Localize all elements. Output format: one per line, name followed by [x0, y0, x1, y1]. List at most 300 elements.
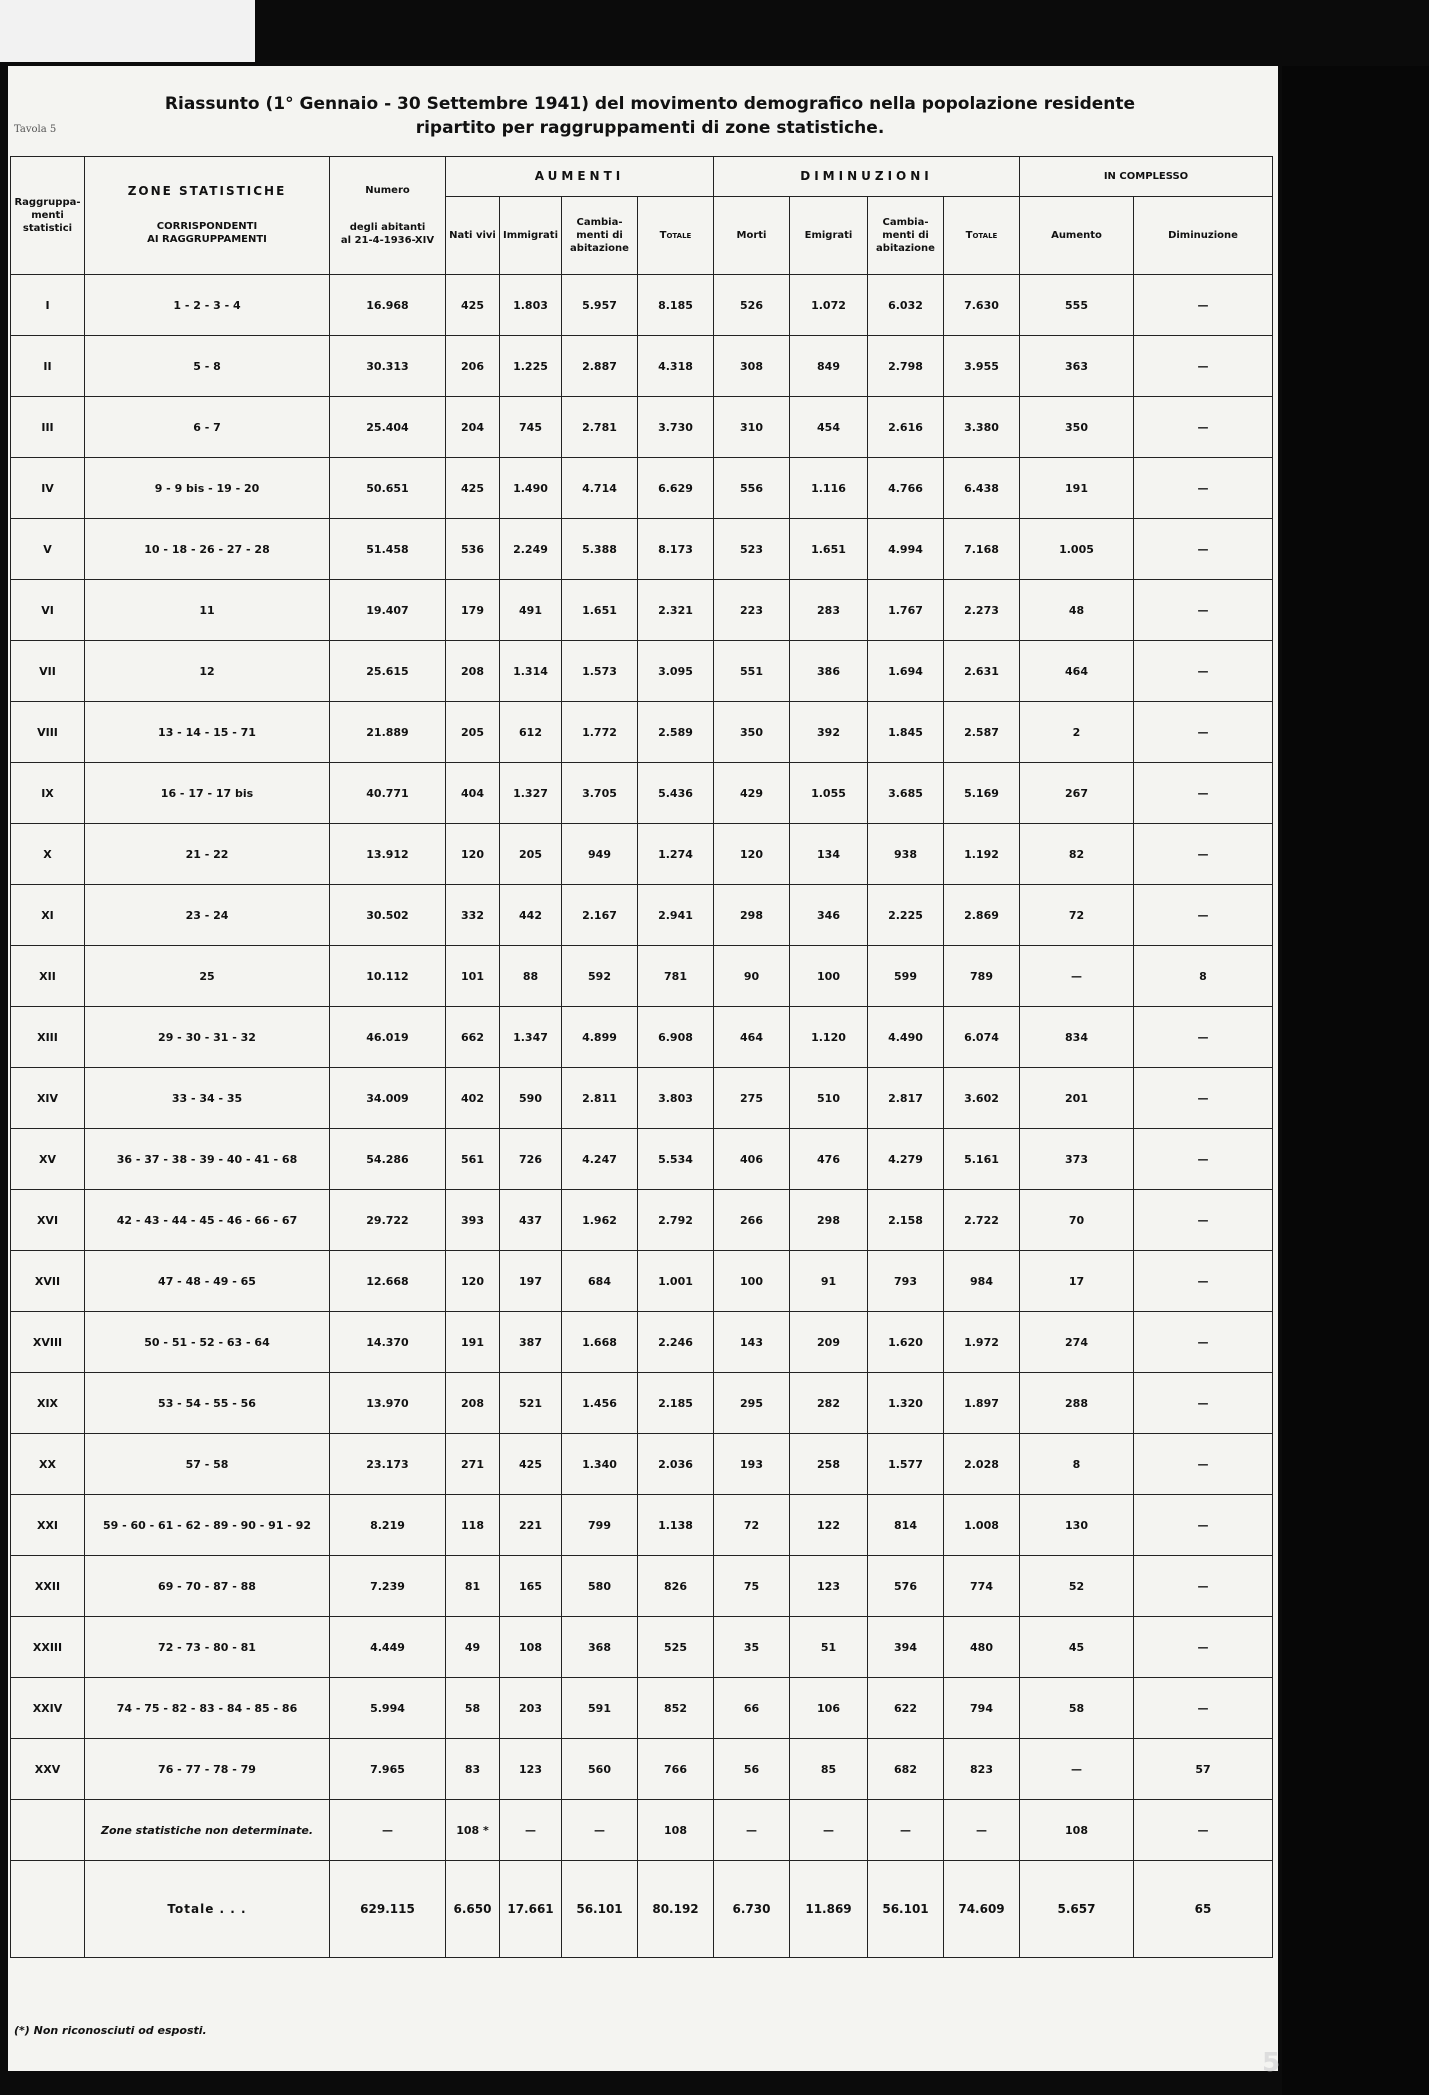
- header-abitanti-line-2: degli abitanti: [349, 222, 426, 233]
- header-diminuzioni: DIMINUZIONI: [714, 157, 1020, 197]
- cell-abitanti: 29.722: [330, 1190, 446, 1251]
- cell-cambiamenti-diminuzioni: 1.577: [868, 1434, 944, 1495]
- cell-cambiamenti-aumenti: 1.772: [562, 702, 638, 763]
- cell-immigrati: 165: [500, 1556, 562, 1617]
- table-row: [11, 336, 1273, 397]
- cell-totale-aumenti: 852: [638, 1678, 714, 1739]
- cell-emigrati: 258: [790, 1434, 868, 1495]
- cell-nati-vivi: 191: [446, 1312, 500, 1373]
- cell-totale-aumenti: 3.095: [638, 641, 714, 702]
- cell-immigrati: 387: [500, 1312, 562, 1373]
- cell-diminuzione: 57: [1134, 1739, 1273, 1800]
- cell-abitanti: 25.615: [330, 641, 446, 702]
- cell-cambiamenti-diminuzioni: 2.616: [868, 397, 944, 458]
- cell-zones: 23 - 24: [85, 885, 330, 946]
- cell-group: VIII: [11, 702, 85, 763]
- cell-totale-diminuzioni: 3.380: [944, 397, 1020, 458]
- cell-aumento: 108: [1020, 1800, 1134, 1861]
- cell-unknown-label: Zone statistiche non determinate.: [85, 1800, 330, 1861]
- cell-nati-vivi: 662: [446, 1007, 500, 1068]
- cell-abitanti: 46.019: [330, 1007, 446, 1068]
- cell-morti-total: 6.730: [714, 1861, 790, 1958]
- header-morti: Morti: [714, 197, 790, 275]
- cell-morti: 308: [714, 336, 790, 397]
- header-zone-line-2: CORRISPONDENTI: [156, 221, 258, 232]
- cell-totale-diminuzioni: 2.273: [944, 580, 1020, 641]
- cell-diminuzione: —: [1134, 1678, 1273, 1739]
- cell-zones: 25: [85, 946, 330, 1007]
- cell-group: XI: [11, 885, 85, 946]
- cell-cambiamenti-diminuzioni: 4.279: [868, 1129, 944, 1190]
- cell-totale-aumenti: 781: [638, 946, 714, 1007]
- page-number: 5: [1262, 2048, 1281, 2078]
- header-aumento: Aumento: [1020, 197, 1134, 275]
- cell-abitanti-total: 629.115: [330, 1861, 446, 1958]
- cell-group: XVII: [11, 1251, 85, 1312]
- cell-abitanti: —: [330, 1800, 446, 1861]
- cell-morti: 266: [714, 1190, 790, 1251]
- cell-morti: 406: [714, 1129, 790, 1190]
- cell-cambiamenti-aumenti-total: 56.101: [562, 1861, 638, 1958]
- table-body: [11, 275, 1273, 1958]
- table-row: [11, 1312, 1273, 1373]
- cell-totale-aumenti: 6.908: [638, 1007, 714, 1068]
- table-row: [11, 641, 1273, 702]
- footnote: (*) Non riconosciuti od esposti.: [14, 2024, 207, 2037]
- cell-aumento: 58: [1020, 1678, 1134, 1739]
- table-row: [11, 458, 1273, 519]
- cell-abitanti: 4.449: [330, 1617, 446, 1678]
- cell-cambiamenti-diminuzioni: 6.032: [868, 275, 944, 336]
- cell-morti: 90: [714, 946, 790, 1007]
- cell-totale-diminuzioni: 823: [944, 1739, 1020, 1800]
- cell-immigrati: 203: [500, 1678, 562, 1739]
- table-row: [11, 519, 1273, 580]
- table-label: Tavola 5: [14, 124, 57, 135]
- cell-cambiamenti-diminuzioni: 938: [868, 824, 944, 885]
- cell-totale-aumenti: 1.001: [638, 1251, 714, 1312]
- cell-cambiamenti-aumenti: 799: [562, 1495, 638, 1556]
- cell-nati-vivi: 179: [446, 580, 500, 641]
- cell-cambiamenti-diminuzioni: 4.766: [868, 458, 944, 519]
- cell-cambiamenti-aumenti: 3.705: [562, 763, 638, 824]
- cell-diminuzione: —: [1134, 397, 1273, 458]
- cell-totale-diminuzioni: 6.438: [944, 458, 1020, 519]
- cell-nati-vivi: 425: [446, 275, 500, 336]
- cell-totale-diminuzioni: 480: [944, 1617, 1020, 1678]
- cell-zones: 53 - 54 - 55 - 56: [85, 1373, 330, 1434]
- cell-cambiamenti-diminuzioni: 814: [868, 1495, 944, 1556]
- cell-abitanti: 5.994: [330, 1678, 446, 1739]
- cell-totale-diminuzioni: 774: [944, 1556, 1020, 1617]
- header-cambiamenti-aumenti: Cambia- menti di abitazione: [562, 197, 638, 275]
- cell-cambiamenti-diminuzioni: 2.225: [868, 885, 944, 946]
- cell-totale-diminuzioni: 6.074: [944, 1007, 1020, 1068]
- cell-nati-vivi: 49: [446, 1617, 500, 1678]
- cell-totale-aumenti: 5.436: [638, 763, 714, 824]
- row-totale: [11, 1861, 1273, 1958]
- cell-immigrati: 205: [500, 824, 562, 885]
- cell-emigrati: —: [790, 1800, 868, 1861]
- demographic-table: [10, 156, 1273, 1958]
- cell-abitanti: 13.912: [330, 824, 446, 885]
- cell-cambiamenti-diminuzioni: 793: [868, 1251, 944, 1312]
- cell-morti: 100: [714, 1251, 790, 1312]
- cell-emigrati: 454: [790, 397, 868, 458]
- cell-cambiamenti-aumenti: 368: [562, 1617, 638, 1678]
- cell-aumento: 464: [1020, 641, 1134, 702]
- cell-totale-aumenti: 2.321: [638, 580, 714, 641]
- cell-aumento: 82: [1020, 824, 1134, 885]
- cell-abitanti: 8.219: [330, 1495, 446, 1556]
- cell-emigrati: 282: [790, 1373, 868, 1434]
- cell-zones: 76 - 77 - 78 - 79: [85, 1739, 330, 1800]
- cell-aumento: 45: [1020, 1617, 1134, 1678]
- cell-cambiamenti-aumenti: 2.811: [562, 1068, 638, 1129]
- cell-nati-vivi: 120: [446, 824, 500, 885]
- cell-aumento: 201: [1020, 1068, 1134, 1129]
- header-abitanti: [330, 157, 446, 275]
- header-totale-aumenti: Totale: [638, 197, 714, 275]
- cell-abitanti: 7.239: [330, 1556, 446, 1617]
- cell-zones: 16 - 17 - 17 bis: [85, 763, 330, 824]
- cell-aumento: 555: [1020, 275, 1134, 336]
- cell-totale-diminuzioni: 2.587: [944, 702, 1020, 763]
- cell-nati-vivi: 108 *: [446, 1800, 500, 1861]
- cell-immigrati: 123: [500, 1739, 562, 1800]
- cell-totale-diminuzioni: —: [944, 1800, 1020, 1861]
- cell-nati-vivi: 393: [446, 1190, 500, 1251]
- cell-emigrati: 134: [790, 824, 868, 885]
- title-line-1: Riassunto (1° Gennaio - 30 Settembre 1941) del movimento demografico nella popolazione residente: [164, 94, 1136, 114]
- cell-zones: 6 - 7: [85, 397, 330, 458]
- cell-emigrati: 346: [790, 885, 868, 946]
- cell-aumento: 48: [1020, 580, 1134, 641]
- cell-cambiamenti-aumenti: 560: [562, 1739, 638, 1800]
- cell-diminuzione: —: [1134, 824, 1273, 885]
- cell-totale-diminuzioni: 2.722: [944, 1190, 1020, 1251]
- cell-totale-aumenti: 826: [638, 1556, 714, 1617]
- cell-morti: 223: [714, 580, 790, 641]
- table-row: [11, 275, 1273, 336]
- cell-diminuzione: —: [1134, 1434, 1273, 1495]
- cell-group: X: [11, 824, 85, 885]
- cell-diminuzione: —: [1134, 1556, 1273, 1617]
- header-raggruppamenti: Raggruppa- menti statistici: [11, 157, 85, 275]
- cell-emigrati: 51: [790, 1617, 868, 1678]
- cell-zones: 47 - 48 - 49 - 65: [85, 1251, 330, 1312]
- table-row: [11, 1617, 1273, 1678]
- cell-aumento: 130: [1020, 1495, 1134, 1556]
- cell-abitanti: 51.458: [330, 519, 446, 580]
- cell-zones: 57 - 58: [85, 1434, 330, 1495]
- cell-zones: 42 - 43 - 44 - 45 - 46 - 66 - 67: [85, 1190, 330, 1251]
- cell-abitanti: 25.404: [330, 397, 446, 458]
- cell-abitanti: 30.313: [330, 336, 446, 397]
- table-row: [11, 580, 1273, 641]
- cell-immigrati: 1.314: [500, 641, 562, 702]
- table-row: [11, 824, 1273, 885]
- cell-emigrati: 122: [790, 1495, 868, 1556]
- cell-emigrati: 1.072: [790, 275, 868, 336]
- cell-cambiamenti-diminuzioni: 1.620: [868, 1312, 944, 1373]
- cell-nati-vivi: 425: [446, 458, 500, 519]
- cell-morti: 526: [714, 275, 790, 336]
- header-emigrati: Emigrati: [790, 197, 868, 275]
- cell-abitanti: 13.970: [330, 1373, 446, 1434]
- cell-group-empty: [11, 1800, 85, 1861]
- cell-aumento: 274: [1020, 1312, 1134, 1373]
- cell-immigrati: 442: [500, 885, 562, 946]
- cell-totale-aumenti: 525: [638, 1617, 714, 1678]
- cell-morti: 143: [714, 1312, 790, 1373]
- cell-immigrati: 437: [500, 1190, 562, 1251]
- cell-group: XII: [11, 946, 85, 1007]
- header-zone-line-1: ZONE STATISTICHE: [127, 184, 287, 198]
- cell-immigrati: 108: [500, 1617, 562, 1678]
- cell-totale-diminuzioni: 5.161: [944, 1129, 1020, 1190]
- cell-aumento: 267: [1020, 763, 1134, 824]
- cell-cambiamenti-aumenti: 1.651: [562, 580, 638, 641]
- cell-cambiamenti-diminuzioni: 4.490: [868, 1007, 944, 1068]
- cell-group: III: [11, 397, 85, 458]
- cell-totale-diminuzioni: 2.631: [944, 641, 1020, 702]
- cell-morti: 523: [714, 519, 790, 580]
- cell-cambiamenti-aumenti: 1.456: [562, 1373, 638, 1434]
- cell-immigrati: 1.327: [500, 763, 562, 824]
- header-zone-line-3: AI RAGGRUPPAMENTI: [147, 234, 267, 245]
- cell-cambiamenti-diminuzioni: 2.798: [868, 336, 944, 397]
- cell-group: XXIV: [11, 1678, 85, 1739]
- cell-totale-diminuzioni-total: 74.609: [944, 1861, 1020, 1958]
- cell-abitanti: 40.771: [330, 763, 446, 824]
- table-row: [11, 1129, 1273, 1190]
- cell-morti: 75: [714, 1556, 790, 1617]
- cell-total-label: Totale . . .: [85, 1861, 330, 1958]
- table-row: [11, 702, 1273, 763]
- cell-zones: 36 - 37 - 38 - 39 - 40 - 41 - 68: [85, 1129, 330, 1190]
- cell-diminuzione: —: [1134, 1129, 1273, 1190]
- cell-diminuzione-total: 65: [1134, 1861, 1273, 1958]
- table-row: [11, 1434, 1273, 1495]
- cell-totale-diminuzioni: 789: [944, 946, 1020, 1007]
- table-row: [11, 1373, 1273, 1434]
- cell-diminuzione: —: [1134, 641, 1273, 702]
- table-row: [11, 1495, 1273, 1556]
- cell-morti: 66: [714, 1678, 790, 1739]
- cell-diminuzione: —: [1134, 458, 1273, 519]
- cell-aumento: 72: [1020, 885, 1134, 946]
- cell-cambiamenti-diminuzioni: 1.845: [868, 702, 944, 763]
- cell-totale-diminuzioni: 1.897: [944, 1373, 1020, 1434]
- cell-nati-vivi: 208: [446, 641, 500, 702]
- cell-totale-aumenti: 3.803: [638, 1068, 714, 1129]
- cell-totale-aumenti: 2.036: [638, 1434, 714, 1495]
- cell-morti: —: [714, 1800, 790, 1861]
- cell-group: V: [11, 519, 85, 580]
- cell-abitanti: 16.968: [330, 275, 446, 336]
- cell-cambiamenti-diminuzioni: 2.817: [868, 1068, 944, 1129]
- cell-totale-aumenti: 6.629: [638, 458, 714, 519]
- cell-totale-diminuzioni: 1.972: [944, 1312, 1020, 1373]
- cell-zones: 13 - 14 - 15 - 71: [85, 702, 330, 763]
- cell-totale-diminuzioni: 3.602: [944, 1068, 1020, 1129]
- cell-abitanti: 50.651: [330, 458, 446, 519]
- cell-immigrati: 197: [500, 1251, 562, 1312]
- header-cambiamenti-diminuzioni: Cambia- menti di abitazione: [868, 197, 944, 275]
- cell-zones: 1 - 2 - 3 - 4: [85, 275, 330, 336]
- cell-emigrati: 386: [790, 641, 868, 702]
- cell-cambiamenti-aumenti: 1.668: [562, 1312, 638, 1373]
- cell-zones: 21 - 22: [85, 824, 330, 885]
- cell-group: XIV: [11, 1068, 85, 1129]
- cell-morti: 295: [714, 1373, 790, 1434]
- cell-aumento: —: [1020, 946, 1134, 1007]
- cell-totale-aumenti: 2.792: [638, 1190, 714, 1251]
- cell-emigrati: 1.120: [790, 1007, 868, 1068]
- cell-cambiamenti-diminuzioni-total: 56.101: [868, 1861, 944, 1958]
- cell-abitanti: 34.009: [330, 1068, 446, 1129]
- cell-cambiamenti-diminuzioni: 1.320: [868, 1373, 944, 1434]
- cell-group: IV: [11, 458, 85, 519]
- cell-cambiamenti-aumenti: 1.340: [562, 1434, 638, 1495]
- cell-emigrati: 209: [790, 1312, 868, 1373]
- cell-diminuzione: 8: [1134, 946, 1273, 1007]
- cell-immigrati: 1.225: [500, 336, 562, 397]
- cell-abitanti: 12.668: [330, 1251, 446, 1312]
- cell-cambiamenti-aumenti: 580: [562, 1556, 638, 1617]
- header-abitanti-line-3: al 21-4-1936-XIV: [340, 235, 435, 246]
- cell-morti: 556: [714, 458, 790, 519]
- cell-totale-aumenti-total: 80.192: [638, 1861, 714, 1958]
- cell-cambiamenti-aumenti: 5.957: [562, 275, 638, 336]
- header-immigrati: Immigrati: [500, 197, 562, 275]
- cell-diminuzione: —: [1134, 1312, 1273, 1373]
- cell-emigrati: 283: [790, 580, 868, 641]
- cell-cambiamenti-aumenti: —: [562, 1800, 638, 1861]
- cell-emigrati: 85: [790, 1739, 868, 1800]
- cell-abitanti: 10.112: [330, 946, 446, 1007]
- cell-nati-vivi: 206: [446, 336, 500, 397]
- cell-emigrati: 476: [790, 1129, 868, 1190]
- cell-cambiamenti-aumenti: 2.167: [562, 885, 638, 946]
- cell-aumento: 350: [1020, 397, 1134, 458]
- cell-group-empty: [11, 1861, 85, 1958]
- cell-nati-vivi: 118: [446, 1495, 500, 1556]
- cell-immigrati: 612: [500, 702, 562, 763]
- cell-zones: 9 - 9 bis - 19 - 20: [85, 458, 330, 519]
- table-row: [11, 1556, 1273, 1617]
- cell-morti: 429: [714, 763, 790, 824]
- cell-emigrati: 106: [790, 1678, 868, 1739]
- cell-cambiamenti-diminuzioni: 622: [868, 1678, 944, 1739]
- cell-diminuzione: —: [1134, 763, 1273, 824]
- cell-group: IX: [11, 763, 85, 824]
- cell-group: XVI: [11, 1190, 85, 1251]
- cell-nati-vivi: 205: [446, 702, 500, 763]
- cell-zones: 72 - 73 - 80 - 81: [85, 1617, 330, 1678]
- cell-morti: 275: [714, 1068, 790, 1129]
- cell-cambiamenti-aumenti: 684: [562, 1251, 638, 1312]
- cell-zones: 12: [85, 641, 330, 702]
- cell-diminuzione: —: [1134, 1251, 1273, 1312]
- cell-totale-aumenti: 1.138: [638, 1495, 714, 1556]
- cell-nati-vivi: 402: [446, 1068, 500, 1129]
- cell-aumento: 373: [1020, 1129, 1134, 1190]
- cell-group: XXII: [11, 1556, 85, 1617]
- cell-totale-diminuzioni: 5.169: [944, 763, 1020, 824]
- cell-totale-diminuzioni: 7.630: [944, 275, 1020, 336]
- table-row: [11, 397, 1273, 458]
- cell-nati-vivi: 536: [446, 519, 500, 580]
- cell-aumento: 191: [1020, 458, 1134, 519]
- cell-diminuzione: —: [1134, 702, 1273, 763]
- page-title: [150, 92, 1150, 140]
- table-row: [11, 946, 1273, 1007]
- cell-immigrati-total: 17.661: [500, 1861, 562, 1958]
- cell-group: XV: [11, 1129, 85, 1190]
- cell-cambiamenti-aumenti: 2.781: [562, 397, 638, 458]
- cell-emigrati: 298: [790, 1190, 868, 1251]
- cell-totale-diminuzioni: 7.168: [944, 519, 1020, 580]
- cell-zones: 33 - 34 - 35: [85, 1068, 330, 1129]
- cell-totale-aumenti: 766: [638, 1739, 714, 1800]
- cell-morti: 298: [714, 885, 790, 946]
- cell-immigrati: 221: [500, 1495, 562, 1556]
- cell-emigrati: 123: [790, 1556, 868, 1617]
- cell-group: XXI: [11, 1495, 85, 1556]
- cell-immigrati: 726: [500, 1129, 562, 1190]
- cell-totale-diminuzioni: 2.869: [944, 885, 1020, 946]
- cell-aumento: —: [1020, 1739, 1134, 1800]
- cell-emigrati-total: 11.869: [790, 1861, 868, 1958]
- cell-immigrati: 1.490: [500, 458, 562, 519]
- cell-cambiamenti-diminuzioni: 599: [868, 946, 944, 1007]
- cell-totale-aumenti: 4.318: [638, 336, 714, 397]
- header-diminuzione: Diminuzione: [1134, 197, 1273, 275]
- cell-aumento: 2: [1020, 702, 1134, 763]
- cell-cambiamenti-aumenti: 4.714: [562, 458, 638, 519]
- cell-totale-aumenti: 3.730: [638, 397, 714, 458]
- cell-emigrati: 392: [790, 702, 868, 763]
- cell-nati-vivi: 83: [446, 1739, 500, 1800]
- cell-cambiamenti-diminuzioni: 2.158: [868, 1190, 944, 1251]
- cell-emigrati: 100: [790, 946, 868, 1007]
- cell-group: VII: [11, 641, 85, 702]
- cell-totale-diminuzioni: 3.955: [944, 336, 1020, 397]
- cell-diminuzione: —: [1134, 1800, 1273, 1861]
- cell-cambiamenti-aumenti: 592: [562, 946, 638, 1007]
- cell-nati-vivi: 58: [446, 1678, 500, 1739]
- cell-emigrati: 849: [790, 336, 868, 397]
- cell-group: XX: [11, 1434, 85, 1495]
- cell-zones: 69 - 70 - 87 - 88: [85, 1556, 330, 1617]
- cell-nati-vivi: 404: [446, 763, 500, 824]
- cell-group: XVIII: [11, 1312, 85, 1373]
- cell-aumento: 17: [1020, 1251, 1134, 1312]
- cell-aumento: 52: [1020, 1556, 1134, 1617]
- cell-cambiamenti-aumenti: 949: [562, 824, 638, 885]
- cell-immigrati: 521: [500, 1373, 562, 1434]
- cell-cambiamenti-aumenti: 591: [562, 1678, 638, 1739]
- cell-immigrati: —: [500, 1800, 562, 1861]
- cell-emigrati: 1.116: [790, 458, 868, 519]
- cell-cambiamenti-aumenti: 1.962: [562, 1190, 638, 1251]
- cell-cambiamenti-diminuzioni: —: [868, 1800, 944, 1861]
- cell-emigrati: 1.055: [790, 763, 868, 824]
- cell-nati-vivi: 208: [446, 1373, 500, 1434]
- cell-totale-diminuzioni: 1.008: [944, 1495, 1020, 1556]
